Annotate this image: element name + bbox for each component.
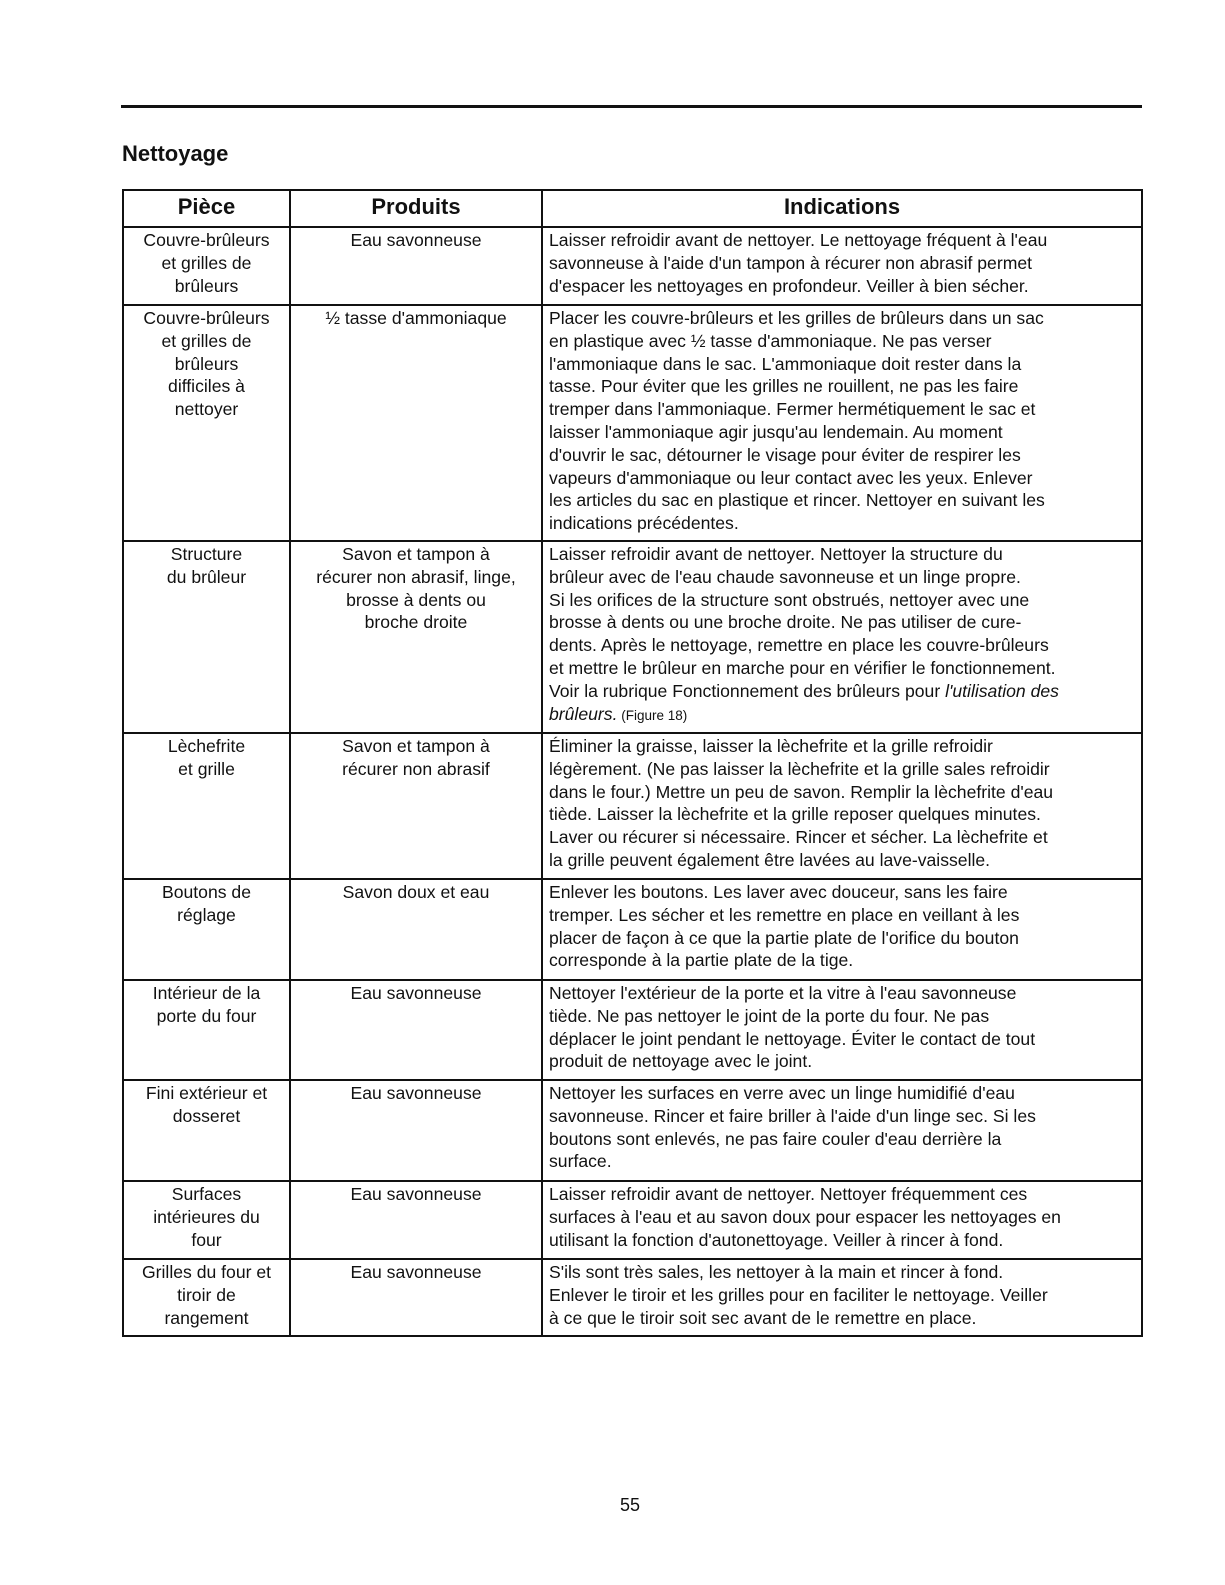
section-title: Nettoyage bbox=[122, 141, 229, 166]
table-row bbox=[123, 1080, 1142, 1181]
cell-part: Lèchefrite et grille bbox=[123, 733, 290, 879]
cell-products: Eau savonneuse bbox=[290, 980, 542, 1080]
top-rule bbox=[121, 105, 1142, 108]
header-products: Produits bbox=[290, 190, 542, 227]
cell-part: Surfaces intérieures du four bbox=[123, 1181, 290, 1259]
cell-part: Grilles du four et tiroir de rangement bbox=[123, 1259, 290, 1336]
figure-reference: (Figure 18) bbox=[617, 707, 688, 723]
table-row bbox=[123, 1181, 1142, 1259]
header-instructions: Indications bbox=[542, 190, 1142, 227]
table-row bbox=[123, 879, 1142, 980]
cell-part: Couvre-brûleurs et grilles de brûleurs difficiles à nettoyer bbox=[123, 305, 290, 541]
cell-products: Savon et tampon à récurer non abrasif bbox=[290, 733, 542, 879]
cell-instructions: Laisser refroidir avant de nettoyer. Nettoyer fréquemment ces surfaces à l'eau et au savon doux pour espacer les nettoyages en utilisant la fonction d'autonettoyage. Veiller à rincer à fond. bbox=[542, 1181, 1142, 1259]
table-row bbox=[123, 1259, 1142, 1336]
table-row bbox=[123, 227, 1142, 305]
cell-products: Savon et tampon à récurer non abrasif, linge, brosse à dents ou broche droite bbox=[290, 541, 542, 733]
cleaning-table bbox=[122, 189, 1143, 1337]
cell-products: ½ tasse d'ammoniaque bbox=[290, 305, 542, 541]
instructions-italic: l'utilisation des brûleurs. bbox=[549, 680, 1059, 724]
cell-part: Boutons de réglage bbox=[123, 879, 290, 980]
cell-part: Couvre-brûleurs et grilles de brûleurs bbox=[123, 227, 290, 305]
cell-instructions: Nettoyer les surfaces en verre avec un linge humidifié d'eau savonneuse. Rincer et faire briller à l'aide d'un linge sec. Si les boutons sont enlevés, ne pas faire couler d'eau derrière la surface. bbox=[542, 1080, 1142, 1181]
table-row bbox=[123, 541, 1142, 733]
cell-products: Eau savonneuse bbox=[290, 1080, 542, 1181]
table-row bbox=[123, 980, 1142, 1080]
cell-products: Savon doux et eau bbox=[290, 879, 542, 980]
cell-part: Fini extérieur et dosseret bbox=[123, 1080, 290, 1181]
table-row bbox=[123, 305, 1142, 541]
cell-instructions: Enlever les boutons. Les laver avec douceur, sans les faire tremper. Les sécher et les remettre en place en veillant à les placer de façon à ce que la partie plate de l'orifice du bouton corresponde à la partie plate de la tige. bbox=[542, 879, 1142, 980]
cell-part: Intérieur de la porte du four bbox=[123, 980, 290, 1080]
cell-products: Eau savonneuse bbox=[290, 227, 542, 305]
cell-products: Eau savonneuse bbox=[290, 1259, 542, 1336]
cell-instructions bbox=[542, 541, 1142, 733]
cell-instructions: Nettoyer l'extérieur de la porte et la vitre à l'eau savonneuse tiède. Ne pas nettoyer le joint de la porte du four. Ne pas déplacer le joint pendant le nettoyage. Éviter le contact de tout produit de nettoyage avec le joint. bbox=[542, 980, 1142, 1080]
cell-instructions: Éliminer la graisse, laisser la lèchefrite et la grille refroidir légèrement. (Ne pas laisser la lèchefrite et la grille sales refroidir dans le four.) Mettre un peu de savon. Remplir la lèchefrite d'eau tiède. Laisser la lèchefrite et la grille reposer quelques minutes. Laver ou récurer si nécessaire. Rincer et sécher. La lèchefrite et la grille peuvent également être lavées au lave-vaisselle. bbox=[542, 733, 1142, 879]
header-part: Pièce bbox=[123, 190, 290, 227]
instructions-text: Laisser refroidir avant de nettoyer. Nettoyer la structure du brûleur avec de l'eau chaude savonneuse et un linge propre. Si les orifices de la structure sont obstrués, nettoyer avec une brosse à dents ou une broche droite. Ne pas utiliser de cure- dents. Après le nettoyage, remettre en place les couvre-brûleurs et mettre le brûleur en marche pour en vérifier le fonctionnement. Voir la rubrique Fonctionnement des brûleurs pour bbox=[549, 544, 1056, 701]
cell-instructions: Placer les couvre-brûleurs et les grilles de brûleurs dans un sac en plastique avec ½ tasse d'ammoniaque. Ne pas verser l'ammoniaque dans le sac. L'ammoniaque doit rester dans la tasse. Pour éviter que les grilles ne rouillent, ne pas les faire tremper dans l'ammoniaque. Fermer hermétiquement le sac et laisser l'ammoniaque agir jusqu'au lendemain. Au moment d'ouvrir le sac, détourner le visage pour éviter de respirer les vapeurs d'ammoniaque ou leur contact avec les yeux. Enlever les articles du sac en plastique et rincer. Nettoyer en suivant les indications précédentes. bbox=[542, 305, 1142, 541]
cell-instructions: Laisser refroidir avant de nettoyer. Le nettoyage fréquent à l'eau savonneuse à l'aide d'un tampon à récurer non abrasif permet d'espacer les nettoyages en profondeur. Veiller à bien sécher. bbox=[542, 227, 1142, 305]
table-row bbox=[123, 733, 1142, 879]
cell-instructions: S'ils sont très sales, les nettoyer à la main et rincer à fond. Enlever le tiroir et les grilles pour en faciliter le nettoyage. Veiller à ce que le tiroir soit sec avant de le remettre en place. bbox=[542, 1259, 1142, 1336]
cell-part: Structure du brûleur bbox=[123, 541, 290, 733]
page-number: 55 bbox=[619, 1495, 641, 1515]
table-header-row bbox=[123, 190, 1142, 227]
cell-products: Eau savonneuse bbox=[290, 1181, 542, 1259]
